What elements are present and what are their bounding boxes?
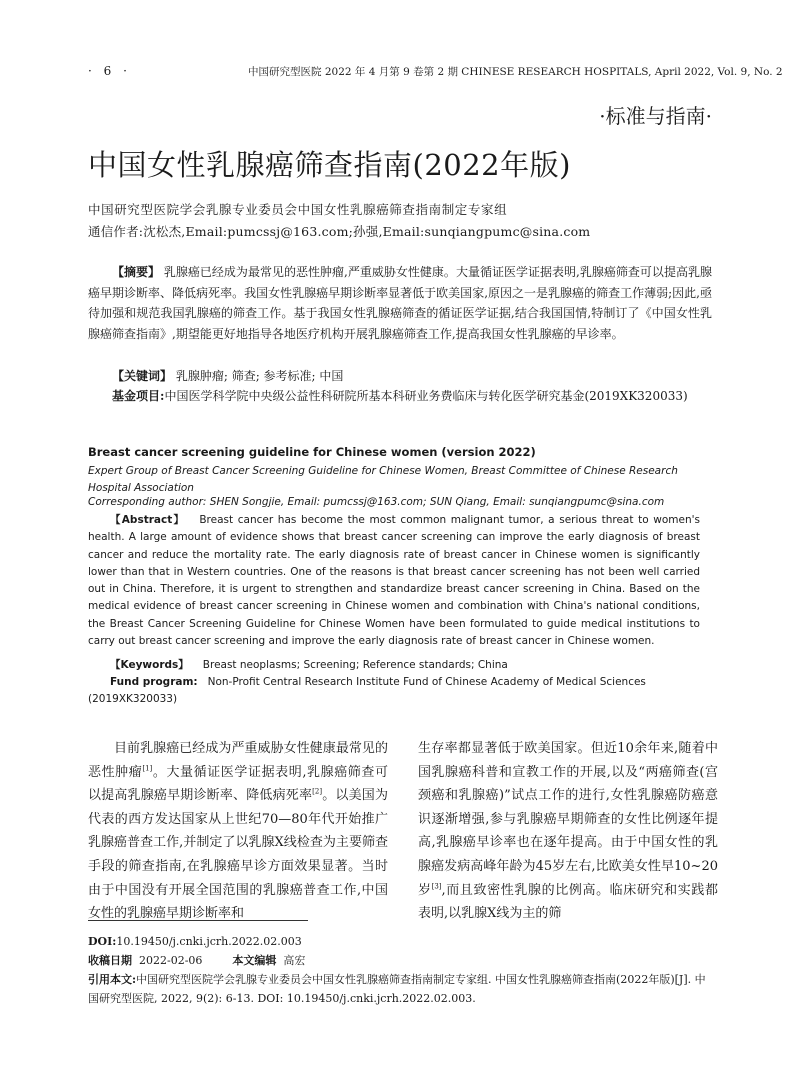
author-group: 中国研究型医院学会乳腺专业委员会中国女性乳腺癌筛查指南制定专家组 xyxy=(88,202,508,217)
english-abstract-text: Breast cancer has become the most common malignant tumor, a serious threat to women's health. A large amount of evidence shows that breast cancer screening can improve the early diagnosis of breast cancer and reduce the mortality rate. The early diagnosis rate of breast cancer in Chinese women is significantly lower than that in Western countries. One of the reasons is that breast cancer screening has not been well carried out in China. Therefore, it is urgent to strengthen and standardize breast cancer screening in China. Based on the medical evidence of breast cancer screening in Chinese women and combination with China's national conditions, the Breast Cancer Screening Guideline for Chinese Women have been formulated to guide medical institutions to carry out breast cancer screening and improve the early diagnosis rate of breast cancer in Chinese women. xyxy=(88,514,701,648)
english-abstract xyxy=(88,512,700,650)
body-text: 生存率都显著低于欧美国家。但近10余年来,随着中国乳腺癌科普和宣教工作的开展,以及“两癌筛查(宫颈癌和乳腺癌)”试点工作的进行,女性乳腺癌防癌意识逐渐增强,参与乳腺癌早期筛查的女性比例逐年提高,乳腺癌早诊率也在逐年提高。由于中国女性的乳腺癌发病高峰年龄为45岁左右,比欧美女性早10~20岁 xyxy=(418,741,718,898)
body-column-left xyxy=(88,737,388,926)
abstract-text: 乳腺癌已经成为最常见的恶性肿瘤,严重威胁女性健康。大量循证医学证据表明,乳腺癌筛查可以提高乳腺癌早期诊断率、降低病死率。我国女性乳腺癌早期诊断率显著低于欧美国家,原因之一是乳腺癌的筛查工作薄弱;因此,亟待加强和规范我国乳腺癌的筛查工作。基于我国女性乳腺癌筛查的循证医学证据,结合我国国情,特制订了《中国女性乳腺癌筛查指南》,期望能更好地指导各地医疗机构开展乳腺癌筛查工作,提高我国女性乳腺癌的早诊率。 xyxy=(88,265,712,341)
running-header: 中国研究型医院 2022 年 4 月第 9 卷第 2 期 CHINESE RESEARCH HOSPITALS, April 2022, Vol. 9, No. 2 xyxy=(248,66,783,78)
received-label: 收稿日期 xyxy=(88,954,132,967)
page-number: · 6 · xyxy=(88,64,131,78)
english-fund xyxy=(88,674,700,709)
editor-label: 本文编辑 xyxy=(232,954,277,967)
doi-line xyxy=(88,932,302,951)
fund-text: 中国医学科学院中央级公益性科研院所基本科研业务费临床与转化医学研究基金(2019XK320033) xyxy=(164,389,688,403)
cite-label: 引用本文: xyxy=(88,973,137,986)
english-abstract-label: 【Abstract】 xyxy=(110,514,186,526)
english-corresponding-author: Corresponding author: SHEN Songjie, Email: pumcssj@163.com; SUN Qiang, Email: sunqiangpumc@sina.com xyxy=(88,496,665,508)
body-text: 。大量循证医学证据表明,乳腺癌筛查可以提高乳腺癌早期诊断率、降低病死率 xyxy=(88,764,388,804)
body-text: 目前乳腺癌已经成为严重威胁女性健康最常见的恶性肿瘤 xyxy=(88,741,388,780)
doi-value: 10.19450/j.cnki.jcrh.2022.02.003 xyxy=(116,935,302,948)
english-keywords xyxy=(88,657,508,672)
english-keywords-text: Breast neoplasms; Screening; Reference standards; China xyxy=(202,659,508,671)
footnote-divider xyxy=(88,920,308,921)
english-fund-text: Non-Profit Central Research Institute Fund of Chinese Academy of Medical Sciences (2019XK320033) xyxy=(88,676,646,706)
body-text: ,而且致密性乳腺的比例高。临床研究和实践都表明,以乳腺X线为主的筛 xyxy=(418,882,718,922)
english-author-group: Expert Group of Breast Cancer Screening Guideline for Chinese Women, Breast Committee of Chinese Research Hospital Association xyxy=(88,465,678,494)
editor-name: 高宏 xyxy=(283,954,306,967)
abstract-label: 【摘要】 xyxy=(112,265,161,279)
english-fund-label: Fund program: xyxy=(110,676,198,688)
cite-text: 中国研究型医院学会乳腺专业委员会中国女性乳腺癌筛查指南制定专家组. 中国女性乳腺癌筛查指南(2022年版)[J]. 中国研究型医院, 2022, 9(2): 6-13. DOI: 10.19450/j.cnki.jcrh.2022.02.003. xyxy=(88,973,706,1005)
received-date: 2022-02-06 xyxy=(139,954,203,967)
citation-ref: [1] xyxy=(142,764,153,773)
keywords-text: 乳腺肿瘤; 筛查; 参考标准; 中国 xyxy=(175,369,344,383)
body-text: 。以美国为代表的西方发达国家从上世纪70—80年代开始推广乳腺癌普查工作,并制定了以乳腺X线检查为主要筛查手段的筛查指南,在乳腺癌早诊方面效果显著。当时由于中国没有开展全国范围的乳腺癌普查工作,中国女性的乳腺癌早期诊断率和 xyxy=(88,788,388,922)
citation-ref: [2] xyxy=(312,787,323,796)
fund-label: 基金项目: xyxy=(112,389,165,403)
doi-label: DOI: xyxy=(88,935,117,948)
corresponding-author: 通信作者:沈松杰,Email:pumcssj@163.com;孙强,Email:sunqiangpumc@sina.com xyxy=(88,224,591,239)
body-column-right xyxy=(418,737,718,926)
chinese-fund xyxy=(88,386,712,407)
chinese-abstract xyxy=(88,262,712,344)
english-title: Breast cancer screening guideline for Chinese women (version 2022) xyxy=(88,445,536,459)
section-label: ·标准与指南· xyxy=(599,104,712,128)
keywords-label: 【关键词】 xyxy=(112,369,173,383)
date-line xyxy=(88,951,305,970)
english-keywords-label: 【Keywords】 xyxy=(110,659,189,671)
chinese-keywords xyxy=(88,366,736,387)
citation-ref: [3] xyxy=(431,882,442,891)
citation-line xyxy=(88,970,708,1008)
article-title: 中国女性乳腺癌筛查指南(2022年版) xyxy=(88,148,571,182)
